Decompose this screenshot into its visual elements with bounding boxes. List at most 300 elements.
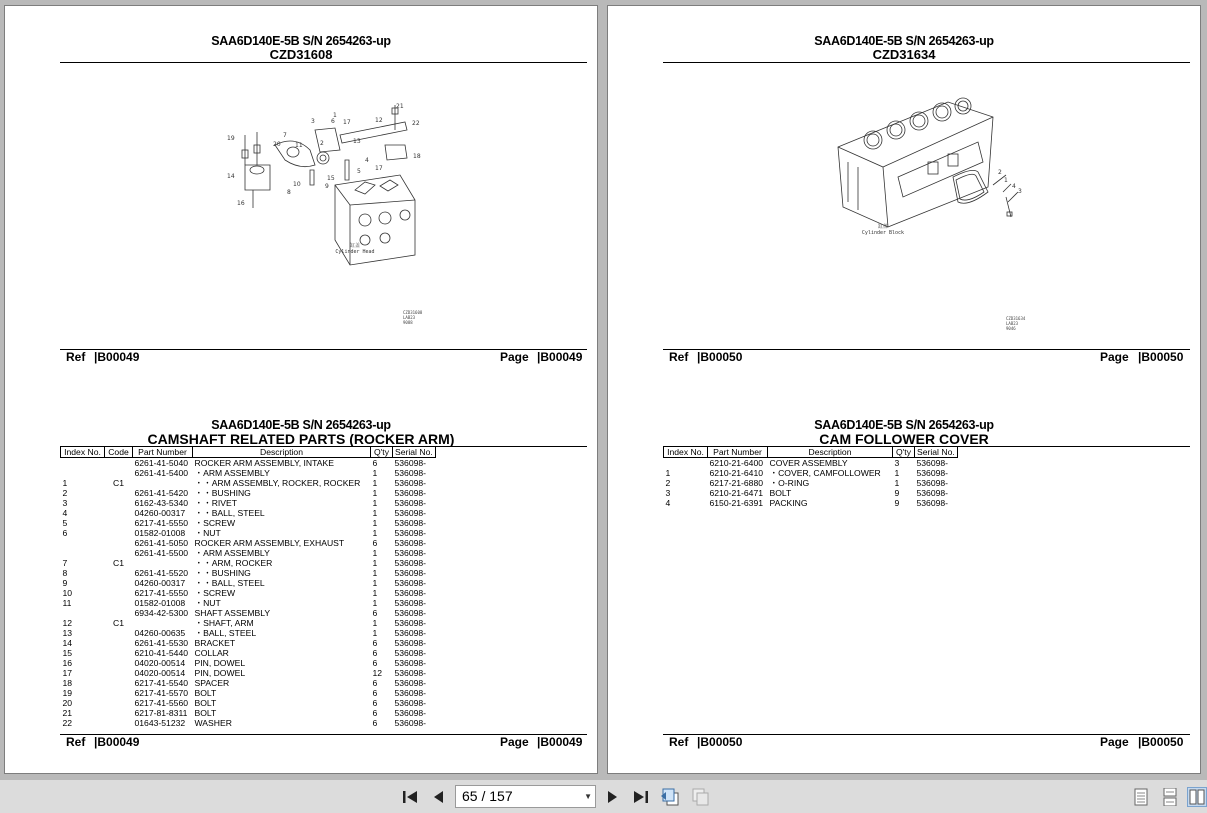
table-row: [664, 458, 958, 469]
page-label: Page: [500, 735, 529, 749]
table-cell: ROCKER ARM ASSEMBLY, EXHAUST: [194, 538, 345, 548]
table-cell: 6217-41-5540: [134, 678, 189, 688]
table-cell: 6: [372, 458, 378, 468]
table-cell: 17: [62, 668, 73, 678]
ref-value: |B00049: [94, 735, 140, 749]
table-cell: 1: [372, 598, 378, 608]
table-cell: SPACER: [194, 678, 230, 688]
table-cell: 536098-: [394, 568, 427, 578]
single-page-view-icon[interactable]: [1131, 787, 1151, 807]
table-cell: 6217-41-5560: [134, 698, 189, 708]
table-cell: 9: [62, 578, 68, 588]
table-row: [61, 678, 436, 688]
table-cell: 04020-00514: [134, 668, 186, 678]
table-cell: 3: [665, 488, 671, 498]
table-cell: 536098-: [394, 468, 427, 478]
table-cell: 1: [894, 468, 900, 478]
diagram-caption-jp: 缸体: [877, 224, 888, 230]
svg-text:19: 19: [227, 135, 235, 142]
table-cell: 536098-: [916, 488, 949, 498]
svg-text:1: 1: [333, 112, 337, 119]
model-heading: SAA6D140E-5B S/N 2654263-up: [211, 418, 391, 432]
table-cell: BOLT: [194, 698, 217, 708]
table-cell: 536098-: [394, 678, 427, 688]
table-cell: [105, 578, 133, 588]
rocker-arm-exploded-diagram: [215, 90, 430, 270]
last-page-icon[interactable]: [631, 787, 651, 807]
table-cell: 1: [372, 578, 378, 588]
table-cell: ・・BUSHING: [194, 488, 251, 498]
table-cell: 12: [372, 668, 383, 678]
table-cell: 536098-: [394, 618, 427, 628]
page-label: Page: [500, 350, 529, 364]
viewer-toolbar: [0, 780, 1207, 813]
table-cell: ・NUT: [194, 528, 221, 538]
table-cell: [105, 508, 133, 518]
table-row: [61, 638, 436, 648]
table-cell: [133, 618, 193, 628]
table-cell: [105, 518, 133, 528]
table-cell: 6: [372, 708, 378, 718]
table-cell: 536098-: [394, 488, 427, 498]
table-cell: 4: [62, 508, 68, 518]
table-cell: 1: [62, 478, 68, 488]
table-cell: PIN, DOWEL: [194, 658, 246, 668]
table-row: [61, 558, 436, 568]
table-cell: 536098-: [394, 528, 427, 538]
ref-value: |B00049: [94, 350, 140, 364]
svg-text:15: 15: [327, 175, 335, 182]
table-row: [61, 658, 436, 668]
table-cell: 6: [372, 688, 378, 698]
svg-text:2: 2: [998, 169, 1002, 176]
table-cell: 6: [372, 648, 378, 658]
svg-text:14: 14: [227, 173, 235, 180]
table-row: [61, 468, 436, 478]
table-cell: 19: [62, 688, 73, 698]
ref-label: Ref: [669, 735, 689, 749]
table-row: [61, 488, 436, 498]
ref-value: |B00050: [697, 735, 743, 749]
table-row: [61, 568, 436, 578]
table-cell: [105, 608, 133, 618]
table-cell: 6210-21-6410: [709, 468, 764, 478]
table-row: [61, 688, 436, 698]
next-view-icon[interactable]: [690, 787, 710, 807]
table-cell: [105, 548, 133, 558]
table-cell: BOLT: [194, 708, 217, 718]
svg-text:17: 17: [375, 165, 383, 172]
table-cell: 1: [372, 468, 378, 478]
table-cell: 1: [372, 498, 378, 508]
table-cell: [105, 538, 133, 548]
table-row: [61, 628, 436, 638]
table-row: [664, 498, 958, 508]
table-cell: BOLT: [769, 488, 792, 498]
table-cell: 8: [62, 568, 68, 578]
table-cell: ・SHAFT, ARM: [194, 618, 254, 628]
ref-label: Ref: [66, 735, 86, 749]
page-number-select[interactable]: [455, 785, 596, 808]
table-cell: 01643-51232: [134, 718, 186, 728]
col-header-code: Code: [105, 447, 133, 458]
col-header-part-number: Part Number: [708, 447, 768, 458]
table-cell: COVER ASSEMBLY: [769, 458, 848, 468]
table-cell: [105, 498, 133, 508]
svg-text:21: 21: [396, 103, 404, 110]
table-cell: ・ARM ASSEMBLY: [194, 548, 270, 558]
svg-text:3: 3: [311, 118, 315, 125]
table-cell: 1: [372, 618, 378, 628]
table-cell: 5: [62, 518, 68, 528]
header-rule: [60, 62, 587, 63]
col-header-part-number: Part Number: [133, 447, 193, 458]
table-cell: 1: [372, 628, 378, 638]
table-cell: 22: [62, 718, 73, 728]
table-cell: 04260-00317: [134, 508, 186, 518]
table-cell: 536098-: [394, 538, 427, 548]
table-cell: 6: [372, 658, 378, 668]
table-cell: 2: [665, 478, 671, 488]
table-cell: BOLT: [194, 688, 217, 698]
table-cell: C1: [113, 478, 124, 488]
table-cell: 536098-: [916, 498, 949, 508]
table-cell: 6217-41-5550: [134, 518, 189, 528]
table-cell: 1: [372, 558, 378, 568]
table-cell: 14: [62, 638, 73, 648]
table-cell: 536098-: [394, 458, 427, 468]
diagram-caption: Cylinder Block: [861, 230, 905, 236]
table-cell: 536098-: [394, 718, 427, 728]
table-cell: ・COVER, CAMFOLLOWER: [769, 468, 881, 478]
table-cell: [105, 678, 133, 688]
table-row: [61, 698, 436, 708]
table-cell: [105, 698, 133, 708]
table-cell: 1: [372, 548, 378, 558]
svg-text:3: 3: [1018, 188, 1022, 195]
table-cell: 536098-: [394, 498, 427, 508]
svg-text:4: 4: [365, 157, 369, 164]
svg-text:17: 17: [343, 119, 351, 126]
table-cell: 10: [62, 588, 73, 598]
table-row: [664, 478, 958, 488]
table-row: [61, 578, 436, 588]
page-value: |B00049: [537, 735, 583, 749]
table-cell: 1: [372, 518, 378, 528]
svg-text:20: 20: [273, 141, 281, 148]
table-row: [61, 498, 436, 508]
table-cell: [105, 668, 133, 678]
table-row: [61, 528, 436, 538]
table-cell: 7: [62, 558, 68, 568]
table-cell: 9: [894, 488, 900, 498]
svg-text:18: 18: [413, 153, 421, 160]
table-cell: 20: [62, 698, 73, 708]
table-cell: [105, 588, 133, 598]
table-cell: [61, 468, 105, 478]
table-cell: [133, 478, 193, 488]
table-cell: 1: [372, 588, 378, 598]
svg-text:7: 7: [283, 132, 287, 139]
table-row: [61, 708, 436, 718]
table-cell: 15: [62, 648, 73, 658]
table-cell: 6210-21-6400: [709, 458, 764, 468]
table-cell: 01582-01008: [134, 598, 186, 608]
page-label: Page: [1100, 350, 1129, 364]
table-cell: 536098-: [916, 478, 949, 488]
table-cell: 3: [62, 498, 68, 508]
table-row: [61, 538, 436, 548]
svg-text:16: 16: [237, 200, 245, 207]
table-cell: [61, 458, 105, 469]
table-cell: 6: [372, 718, 378, 728]
table-cell: 536098-: [394, 588, 427, 598]
table-row: [61, 588, 436, 598]
table-cell: 536098-: [916, 458, 949, 468]
two-page-view-icon[interactable]: [1187, 787, 1207, 807]
table-cell: 12: [62, 618, 73, 628]
parts-table-body: [61, 458, 436, 729]
table-row: [61, 598, 436, 608]
table-cell: 6210-41-5440: [134, 648, 189, 658]
table-cell: 16: [62, 658, 73, 668]
table-cell: [133, 558, 193, 568]
table-cell: 1: [372, 568, 378, 578]
table-cell: 536098-: [394, 558, 427, 568]
table-cell: [105, 568, 133, 578]
table-cell: 536098-: [394, 508, 427, 518]
table-cell: [61, 608, 105, 618]
table-row: [61, 458, 436, 469]
table-cell: 9: [894, 498, 900, 508]
table-row: [61, 518, 436, 528]
table-cell: 6: [372, 608, 378, 618]
svg-text:9: 9: [325, 183, 329, 190]
chevron-down-icon[interactable]: ▼: [584, 792, 592, 801]
page-value: |B00050: [1138, 735, 1184, 749]
ref-value: |B00050: [697, 350, 743, 364]
svg-text:12: 12: [375, 117, 383, 124]
table-cell: SHAFT ASSEMBLY: [194, 608, 271, 618]
table-cell: ・・ARM, ROCKER: [194, 558, 273, 568]
table-cell: 536098-: [394, 608, 427, 618]
table-cell: 536098-: [916, 468, 949, 478]
table-row: [61, 718, 436, 728]
section-title: CAMSHAFT RELATED PARTS (ROCKER ARM): [147, 431, 455, 447]
table-cell: ・ARM ASSEMBLY: [194, 468, 270, 478]
table-row: [61, 478, 436, 488]
table-cell: 6261-41-5040: [134, 458, 189, 468]
svg-text:1: 1: [1004, 177, 1008, 184]
diagram-caption: Cylinder Head: [335, 249, 375, 255]
table-cell: [105, 718, 133, 728]
table-cell: 3: [894, 458, 900, 468]
table-cell: 6261-41-5050: [134, 538, 189, 548]
table-cell: 536098-: [394, 518, 427, 528]
first-page-icon[interactable]: [400, 787, 420, 807]
table-row: [61, 668, 436, 678]
diagram-code-heading: CZD31634: [872, 47, 936, 62]
page-indicator: 65 / 157: [462, 788, 513, 804]
table-cell: 6261-41-5530: [134, 638, 189, 648]
prev-page-icon[interactable]: [428, 787, 448, 807]
table-cell: 13: [62, 628, 73, 638]
table-cell: ・・ARM ASSEMBLY, ROCKER, ROCKER: [194, 478, 361, 488]
table-cell: 536098-: [394, 708, 427, 718]
table-cell: [105, 458, 133, 469]
svg-text:11: 11: [295, 142, 303, 149]
table-cell: 21: [62, 708, 73, 718]
cylinder-block-exploded-diagram: [828, 92, 1028, 232]
table-cell: 536098-: [394, 598, 427, 608]
previous-view-icon[interactable]: [660, 787, 680, 807]
table-cell: 1: [665, 468, 671, 478]
pdf-page-left: [4, 5, 598, 774]
table-cell: [105, 628, 133, 638]
table-cell: 536098-: [394, 698, 427, 708]
table-cell: 6: [372, 638, 378, 648]
table-cell: 6210-21-6471: [709, 488, 764, 498]
pdf-page-right: [607, 5, 1201, 774]
table-cell: 536098-: [394, 658, 427, 668]
svg-text:10: 10: [293, 181, 301, 188]
table-cell: 1: [372, 488, 378, 498]
table-cell: ・O-RING: [769, 478, 810, 488]
table-cell: 6261-41-5500: [134, 548, 189, 558]
table-cell: ・SCREW: [194, 518, 236, 528]
table-cell: [105, 708, 133, 718]
table-cell: 536098-: [394, 578, 427, 588]
col-header-qty: Q'ty: [893, 447, 915, 458]
table-cell: [105, 638, 133, 648]
diagram-caption-jp: 缸盖: [349, 243, 360, 249]
table-row: [61, 618, 436, 628]
diagram-code-small: CZD31634 LAB23 9046: [1006, 316, 1026, 331]
table-cell: 01582-01008: [134, 528, 186, 538]
ref-label: Ref: [669, 350, 689, 364]
table-cell: COLLAR: [194, 648, 229, 658]
svg-text:5: 5: [357, 168, 361, 175]
col-header-index: Index No.: [61, 447, 105, 458]
table-cell: [105, 688, 133, 698]
table-cell: C1: [113, 618, 124, 628]
table-cell: ・BALL, STEEL: [194, 628, 257, 638]
col-header-description: Description: [768, 447, 893, 458]
table-cell: 04260-00317: [134, 578, 186, 588]
table-cell: 1: [372, 508, 378, 518]
table-cell: 6217-41-5550: [134, 588, 189, 598]
diagram-code-heading: CZD31608: [269, 47, 333, 62]
table-cell: [105, 488, 133, 498]
table-row: [664, 488, 958, 498]
col-header-qty: Q'ty: [371, 447, 393, 458]
model-heading: SAA6D140E-5B S/N 2654263-up: [814, 34, 994, 48]
table-cell: [105, 528, 133, 538]
svg-text:2: 2: [320, 140, 324, 147]
table-cell: 536098-: [394, 478, 427, 488]
table-cell: ・・RIVET: [194, 498, 237, 508]
table-row: [664, 468, 958, 478]
table-cell: 2: [62, 488, 68, 498]
table-cell: 1: [372, 478, 378, 488]
table-cell: 6: [372, 538, 378, 548]
table-cell: 6: [372, 698, 378, 708]
svg-text:8: 8: [287, 189, 291, 196]
table-cell: C1: [113, 558, 124, 568]
table-cell: 6162-43-5340: [134, 498, 189, 508]
table-cell: ・・BALL, STEEL: [194, 578, 265, 588]
next-page-icon[interactable]: [603, 787, 623, 807]
table-cell: 1: [372, 528, 378, 538]
table-row: [61, 548, 436, 558]
table-cell: 536098-: [394, 628, 427, 638]
table-cell: ・NUT: [194, 598, 221, 608]
table-cell: 536098-: [394, 638, 427, 648]
table-header-row: [61, 447, 436, 458]
header-rule: [663, 62, 1190, 63]
col-header-serial: Serial No.: [393, 447, 436, 458]
parts-table-body: [664, 458, 958, 509]
table-cell: 6934-42-5300: [134, 608, 189, 618]
table-cell: 6261-41-5520: [134, 568, 189, 578]
table-cell: 18: [62, 678, 73, 688]
table-cell: PIN, DOWEL: [194, 668, 246, 678]
table-cell: 6261-41-5400: [134, 468, 189, 478]
ref-label: Ref: [66, 350, 86, 364]
table-cell: 536098-: [394, 668, 427, 678]
page-value: |B00050: [1138, 350, 1184, 364]
section-title: CAM FOLLOWER COVER: [819, 431, 989, 447]
table-cell: 6: [62, 528, 68, 538]
parts-table: [60, 446, 436, 728]
table-cell: 1: [894, 478, 900, 488]
table-cell: 04260-00635: [134, 628, 186, 638]
table-cell: 6217-21-6880: [709, 478, 764, 488]
col-header-serial: Serial No.: [915, 447, 958, 458]
svg-text:6: 6: [331, 118, 335, 125]
model-heading: SAA6D140E-5B S/N 2654263-up: [211, 34, 391, 48]
page-value: |B00049: [537, 350, 583, 364]
table-row: [61, 508, 436, 518]
table-header-row: [664, 447, 958, 458]
table-cell: ・・BALL, STEEL: [194, 508, 265, 518]
table-cell: 536098-: [394, 548, 427, 558]
table-cell: [105, 648, 133, 658]
table-cell: ・・BUSHING: [194, 568, 251, 578]
parts-table: [663, 446, 958, 508]
table-cell: [105, 468, 133, 478]
table-cell: 11: [62, 598, 72, 608]
table-cell: [61, 548, 105, 558]
col-header-description: Description: [193, 447, 371, 458]
table-cell: 536098-: [394, 688, 427, 698]
table-cell: 4: [665, 498, 671, 508]
page-label: Page: [1100, 735, 1129, 749]
table-cell: 6217-81-8311: [134, 708, 188, 718]
table-cell: ・SCREW: [194, 588, 236, 598]
table-cell: [664, 458, 708, 469]
continuous-view-icon[interactable]: [1160, 787, 1180, 807]
model-heading: SAA6D140E-5B S/N 2654263-up: [814, 418, 994, 432]
diagram-code-small: CZD31608 LAB23 9088: [403, 310, 423, 325]
col-header-index: Index No.: [664, 447, 708, 458]
table-cell: BRACKET: [194, 638, 236, 648]
table-cell: [61, 538, 105, 548]
table-cell: [105, 658, 133, 668]
svg-text:22: 22: [412, 120, 420, 127]
table-cell: [105, 598, 133, 608]
table-cell: 536098-: [394, 648, 427, 658]
